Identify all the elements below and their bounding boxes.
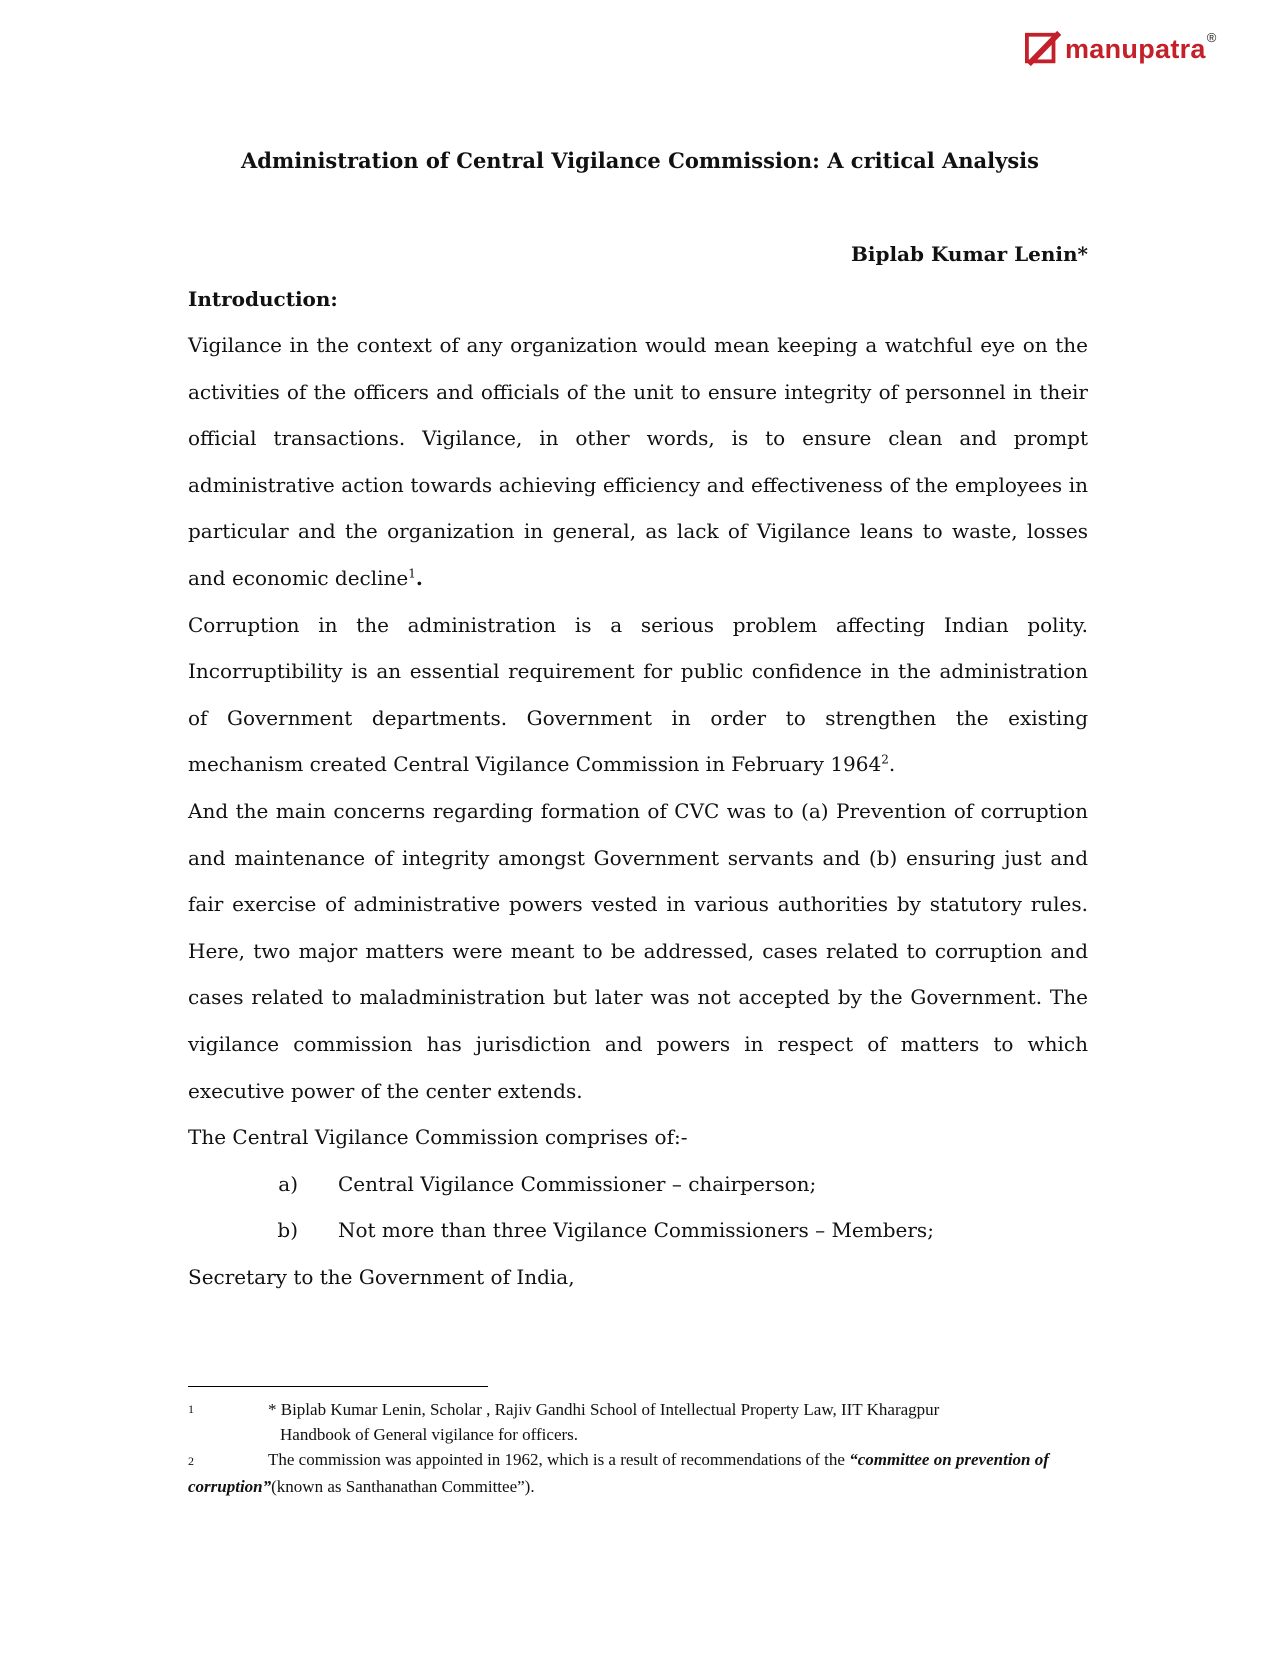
- registered-mark: ®: [1206, 29, 1217, 45]
- paragraph-2-text: Corruption in the administration is a serious problem affecting Indian polity. Incorruptibility is an essential requirement for public confidence in the administration of Government departments. Government in order to strengthen the existing mechanism created Central Vigilance Commission in February 1964: [188, 612, 1088, 777]
- manupatra-logo: [1025, 30, 1216, 68]
- footnote-1-line2: Handbook of General vigilance for officers.: [280, 1425, 579, 1444]
- paragraph-1-text: Vigilance in the context of any organization would mean keeping a watchful eye on the activities of the officers and officials of the unit to ensure integrity of personnel in their official transactions. Vigilance, in other words, is to ensure clean and prompt administrative action towards achieving efficiency and effectiveness of the employees in particular and the organization in general, as lack of Vigilance leans to waste, losses and economic decline: [188, 333, 1088, 590]
- footnote-1-line1: * Biplab Kumar Lenin, Scholar , Rajiv Gandhi School of Intellectual Property Law, IIT Kharagpur: [268, 1400, 940, 1419]
- footnote-separator: [188, 1386, 488, 1387]
- list-item-text: Not more than three Vigilance Commissioners – Members;: [338, 1218, 934, 1243]
- paragraph-2-end: .: [888, 752, 896, 777]
- document-title: Administration of Central Vigilance Commission: A critical Analysis: [241, 148, 1039, 173]
- paragraph-4: The Central Vigilance Commission comprises of:-: [188, 1125, 688, 1150]
- footnote-2: [188, 1447, 1088, 1499]
- list-marker: a): [278, 1171, 298, 1196]
- footnote-2-text-a: The commission was appointed in 1962, which is a result of recommendations of the: [268, 1450, 850, 1469]
- list-item: [188, 1161, 1088, 1208]
- paragraph-1: [188, 322, 1088, 602]
- paragraph-1-end: .: [415, 565, 423, 590]
- paragraph-3: And the main concerns regarding formation of CVC was to (a) Prevention of corruption and maintenance of integrity amongst Government servants and (b) ensuring just and fair exercise of administrative powers vested in various authorities by statutory rules. Here, two major matters were meant to be addressed, cases related to corruption and cases related to maladministration but later was not accepted by the Government. The vigilance commission has jurisdiction and powers in respect of matters to which executive power of the center extends.: [188, 798, 1088, 1103]
- logo-wordmark: manupatra: [1065, 33, 1206, 64]
- paragraph-2: [188, 602, 1088, 788]
- footnotes: [188, 1397, 1088, 1499]
- footnote-number: 1: [188, 1402, 194, 1416]
- list-item: [188, 1207, 1088, 1254]
- manupatra-logo-icon: [1025, 30, 1063, 68]
- list-item-text: Central Vigilance Commissioner – chairperson;: [338, 1171, 817, 1196]
- footnote-number: 2: [188, 1454, 194, 1468]
- footnote-1: [188, 1397, 1088, 1422]
- list-marker: b): [277, 1218, 298, 1243]
- section-heading: Introduction:: [188, 287, 338, 311]
- paragraph-5: Secretary to the Government of India,: [188, 1264, 575, 1289]
- footnote-ref-1[interactable]: 1: [408, 566, 416, 581]
- footnote-ref-2[interactable]: 2: [881, 752, 889, 767]
- footnote-2-emphasis: “committee on prevention of corruption”: [188, 1450, 1049, 1496]
- body-text: [188, 322, 1088, 1300]
- footnote-2-text-b: (known as Santhanathan Committee”).: [271, 1477, 535, 1496]
- author-name: Biplab Kumar Lenin*: [850, 242, 1088, 266]
